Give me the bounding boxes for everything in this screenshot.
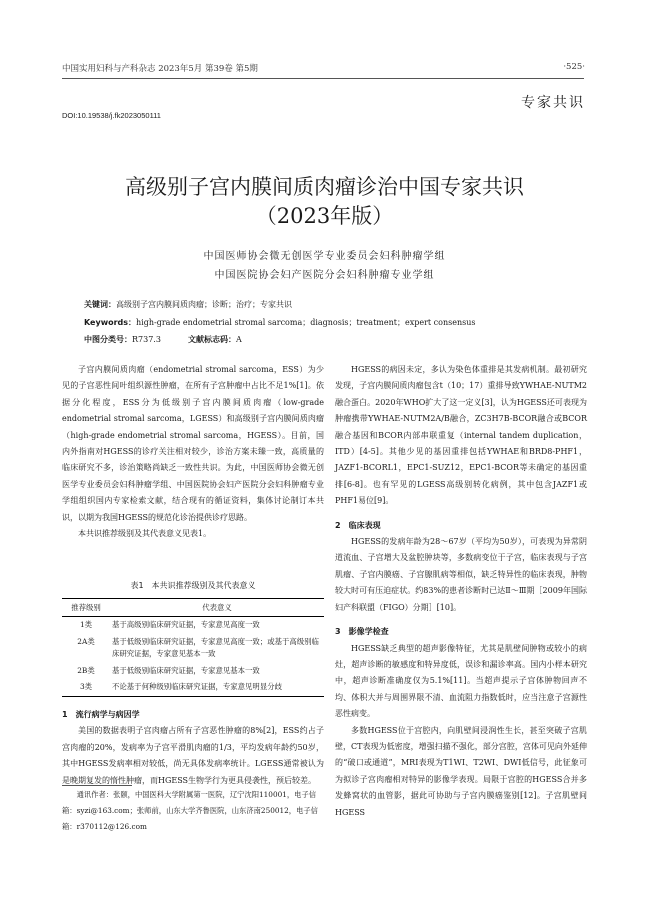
section-3-body-2: 多数HGESS位于宫腔内，向肌壁间浸润性生长，甚至突破子宫肌壁，CT表现为低密度，增强扫描不强化，部分宫腔，宫体可见向外延伸的“破口或通道”，MRI表现为T1WI、T2WI、DWI低信号，此征象可为拟诊子宫肉瘤相对特异的影像学表现。局限于宫腔的HGESS合并多发蜂窝状的血管影，据此可协助与子宫内膜癌鉴别[12]。子宫肌壁间HGESS [335, 725, 587, 817]
section-2-body: HGESS的发病年龄为28～67岁（平均为50岁），可表现为异常阴道流血、子宫增大及盆腔肿块等，多数病变位于子宫，临床表现与子宫肌瘤、子宫内膜癌、子宫腺肌病等相似，缺乏特异性的临床表现，肿物较大时可有压迫症状。约83%的患者诊断时已达Ⅱ～Ⅲ期［2009年国际妇产科联盟（FIGO）分期］[10]。 [335, 537, 587, 612]
page-number: ·525· [563, 62, 585, 72]
correspondence-footnote: 通讯作者：张颐，中国医科大学附属第一医院，辽宁沈阳110001，电子信箱：syzi@163.com；张师前，山东大学齐鲁医院，山东济南250012，电子信箱：r370112@126.com [62, 790, 318, 831]
table-cell-meaning: 基于低级别临床研究证据，专家意见高度一致；或基于高级别临床研究证据，专家意见基本一致 [112, 636, 319, 658]
section-tag: 专家共识 [521, 95, 585, 111]
section-3-title: 3 影像学检查 [335, 627, 389, 637]
table-header-meaning: 代表意义 [110, 599, 324, 617]
clc-value: R737.3 [132, 335, 161, 344]
table-cell-meaning: 基于低级别临床研究证据，专家意见基本一致 [112, 665, 260, 675]
footnote-divider [62, 785, 132, 786]
section-1-body: 美国的数据表明子宫肉瘤占所有子宫恶性肿瘤的8%[2]，ESS约占子宫肉瘤的20%，发病率为子宫平滑肌肉瘤的1/3，平均发病年龄约50岁，其中HGESS发病率相对较低，尚无具体发病率统计。LGESS通常被认为是晚期复发的惰性肿瘤，而HGESS生物学行为更具侵袭性，预后较差。 [62, 726, 324, 785]
title-line1: 高级别子宫内膜间质肉瘤诊治中国专家共识 [125, 175, 524, 199]
table-row [62, 663, 324, 680]
etiology-paragraph: HGESS的病因未定，多认为染色体重排是其发病机制。最初研究发现，子宫内膜间质肉瘤包含t（10；17）重排导致YWHAE-NUTM2融合蛋白。2020年WHO扩大了这一定义[3]，认为HGESS还可表现为肿瘤携带YWHAE-NUTM2A/B融合，ZC3H7B-BCOR融合或BCOR融合基因和BCOR内部串联重复（internal tandem duplication，ITD）[4-5]。其他少见的基因重排包括YWHAE和BRD8-PHF1，JAZF1-BCORL1，EPC1-SUZ12，EPC1-BCOR等未确定的基因重排[6-8]。也有罕见的LGESS高级别转化病例，其中包含JAZF1或PHF1易位[9]。 [335, 365, 587, 506]
keywords-cn-label: 关键词： [84, 300, 116, 309]
right-column [335, 362, 587, 821]
classification [84, 334, 242, 345]
section-1-title: 1 流行病学与病因学 [62, 710, 140, 719]
table-cell-grade: 2B类 [77, 665, 95, 675]
section-3-body-1: HGESS缺乏典型的超声影像特征，尤其是肌壁间肿物或较小的病灶，超声诊断的敏感度和特异度低，误诊和漏诊率高。国内小样本研究中，超声诊断准确度仅为5.1%[11]。当超声提示子宫体肿物回声不均、体积大并与周围界限不清、血流阻力指数低时，应当注意子宫源性恶性病变。 [335, 643, 587, 719]
author-group-1: 中国医师协会微无创医学专业委员会妇科肿瘤学组 [203, 251, 446, 262]
intro-paragraph-2: 本共识推荐级别及其代表意义见表1。 [78, 529, 212, 539]
table-row [62, 634, 324, 663]
table-row [62, 679, 324, 696]
section-1 [62, 707, 324, 789]
doc-code-value: A [236, 335, 242, 344]
keywords-en-text: high-grade endometrial stromal sarcoma；diagnosis；treatment；expert consensus [136, 318, 476, 327]
doc-code-label: 文献标志码： [188, 335, 237, 344]
keywords-en [84, 317, 475, 328]
table-cell-meaning: 基于高级别临床研究证据，专家意见高度一致 [112, 620, 260, 629]
left-column [62, 362, 324, 542]
table-header-row [62, 599, 324, 617]
keywords-cn [84, 299, 292, 310]
table-cell-grade: 3类 [62, 679, 110, 696]
table-row [62, 617, 324, 634]
table-cell-meaning: 不论基于何种级别临床研究证据，专家意见明显分歧 [110, 679, 324, 696]
keywords-cn-text: 高级别子宫内膜间质肉瘤；诊断；治疗；专家共识 [116, 300, 292, 309]
author-group-2: 中国医院协会妇产医院分会妇科肿瘤专业学组 [214, 270, 435, 281]
recommendation-table [62, 598, 324, 697]
table-caption: 表1 本共识推荐级别及其代表意义 [130, 581, 256, 590]
section-2-title: 2 临床表现 [335, 520, 381, 530]
table-cell-grade: 2A类 [77, 636, 95, 646]
table-header-grade: 推荐级别 [62, 599, 110, 617]
header-divider [62, 78, 584, 79]
journal-header: 中国实用妇科与产科杂志 2023年5月 第39卷 第5期 [62, 64, 258, 74]
title-line2: （2023年版） [255, 204, 394, 228]
doi: DOI:10.19538/j.fk2023050111 [62, 111, 161, 120]
clc-label: 中图分类号： [84, 335, 132, 344]
keywords-en-label: Keywords： [84, 318, 137, 327]
table-cell-grade: 1类 [79, 620, 93, 629]
intro-paragraph: 子宫内膜间质肉瘤（endometrial stromal sarcoma，ESS）为少见的子宫恶性间叶组织源性肿瘤，在所有子宫肿瘤中占比不足1%[1]。依据分化程度，ESS分为低级别子宫内膜间质肉瘤（low-grade endometrial stromal sarcoma，LGESS）和高级别子宫内膜间质肉瘤（high-grade endometrial stromal sarcoma，HGESS）。目前，国内外指南对HGESS的诊疗关注相对较少，诊治方案未臻一致，高质量的临床研究不多，诊治策略尚缺乏一致性共识。为此，中国医师协会微无创医学专业委员会妇科肿瘤学组、中国医院协会妇产医院分会妇科肿瘤专业学组组织国内专家检索文献，结合现有的循证资料，集体讨论制订本共识，以期为我国HGESS的规范化诊治提供诊疗思路。 [62, 365, 324, 522]
